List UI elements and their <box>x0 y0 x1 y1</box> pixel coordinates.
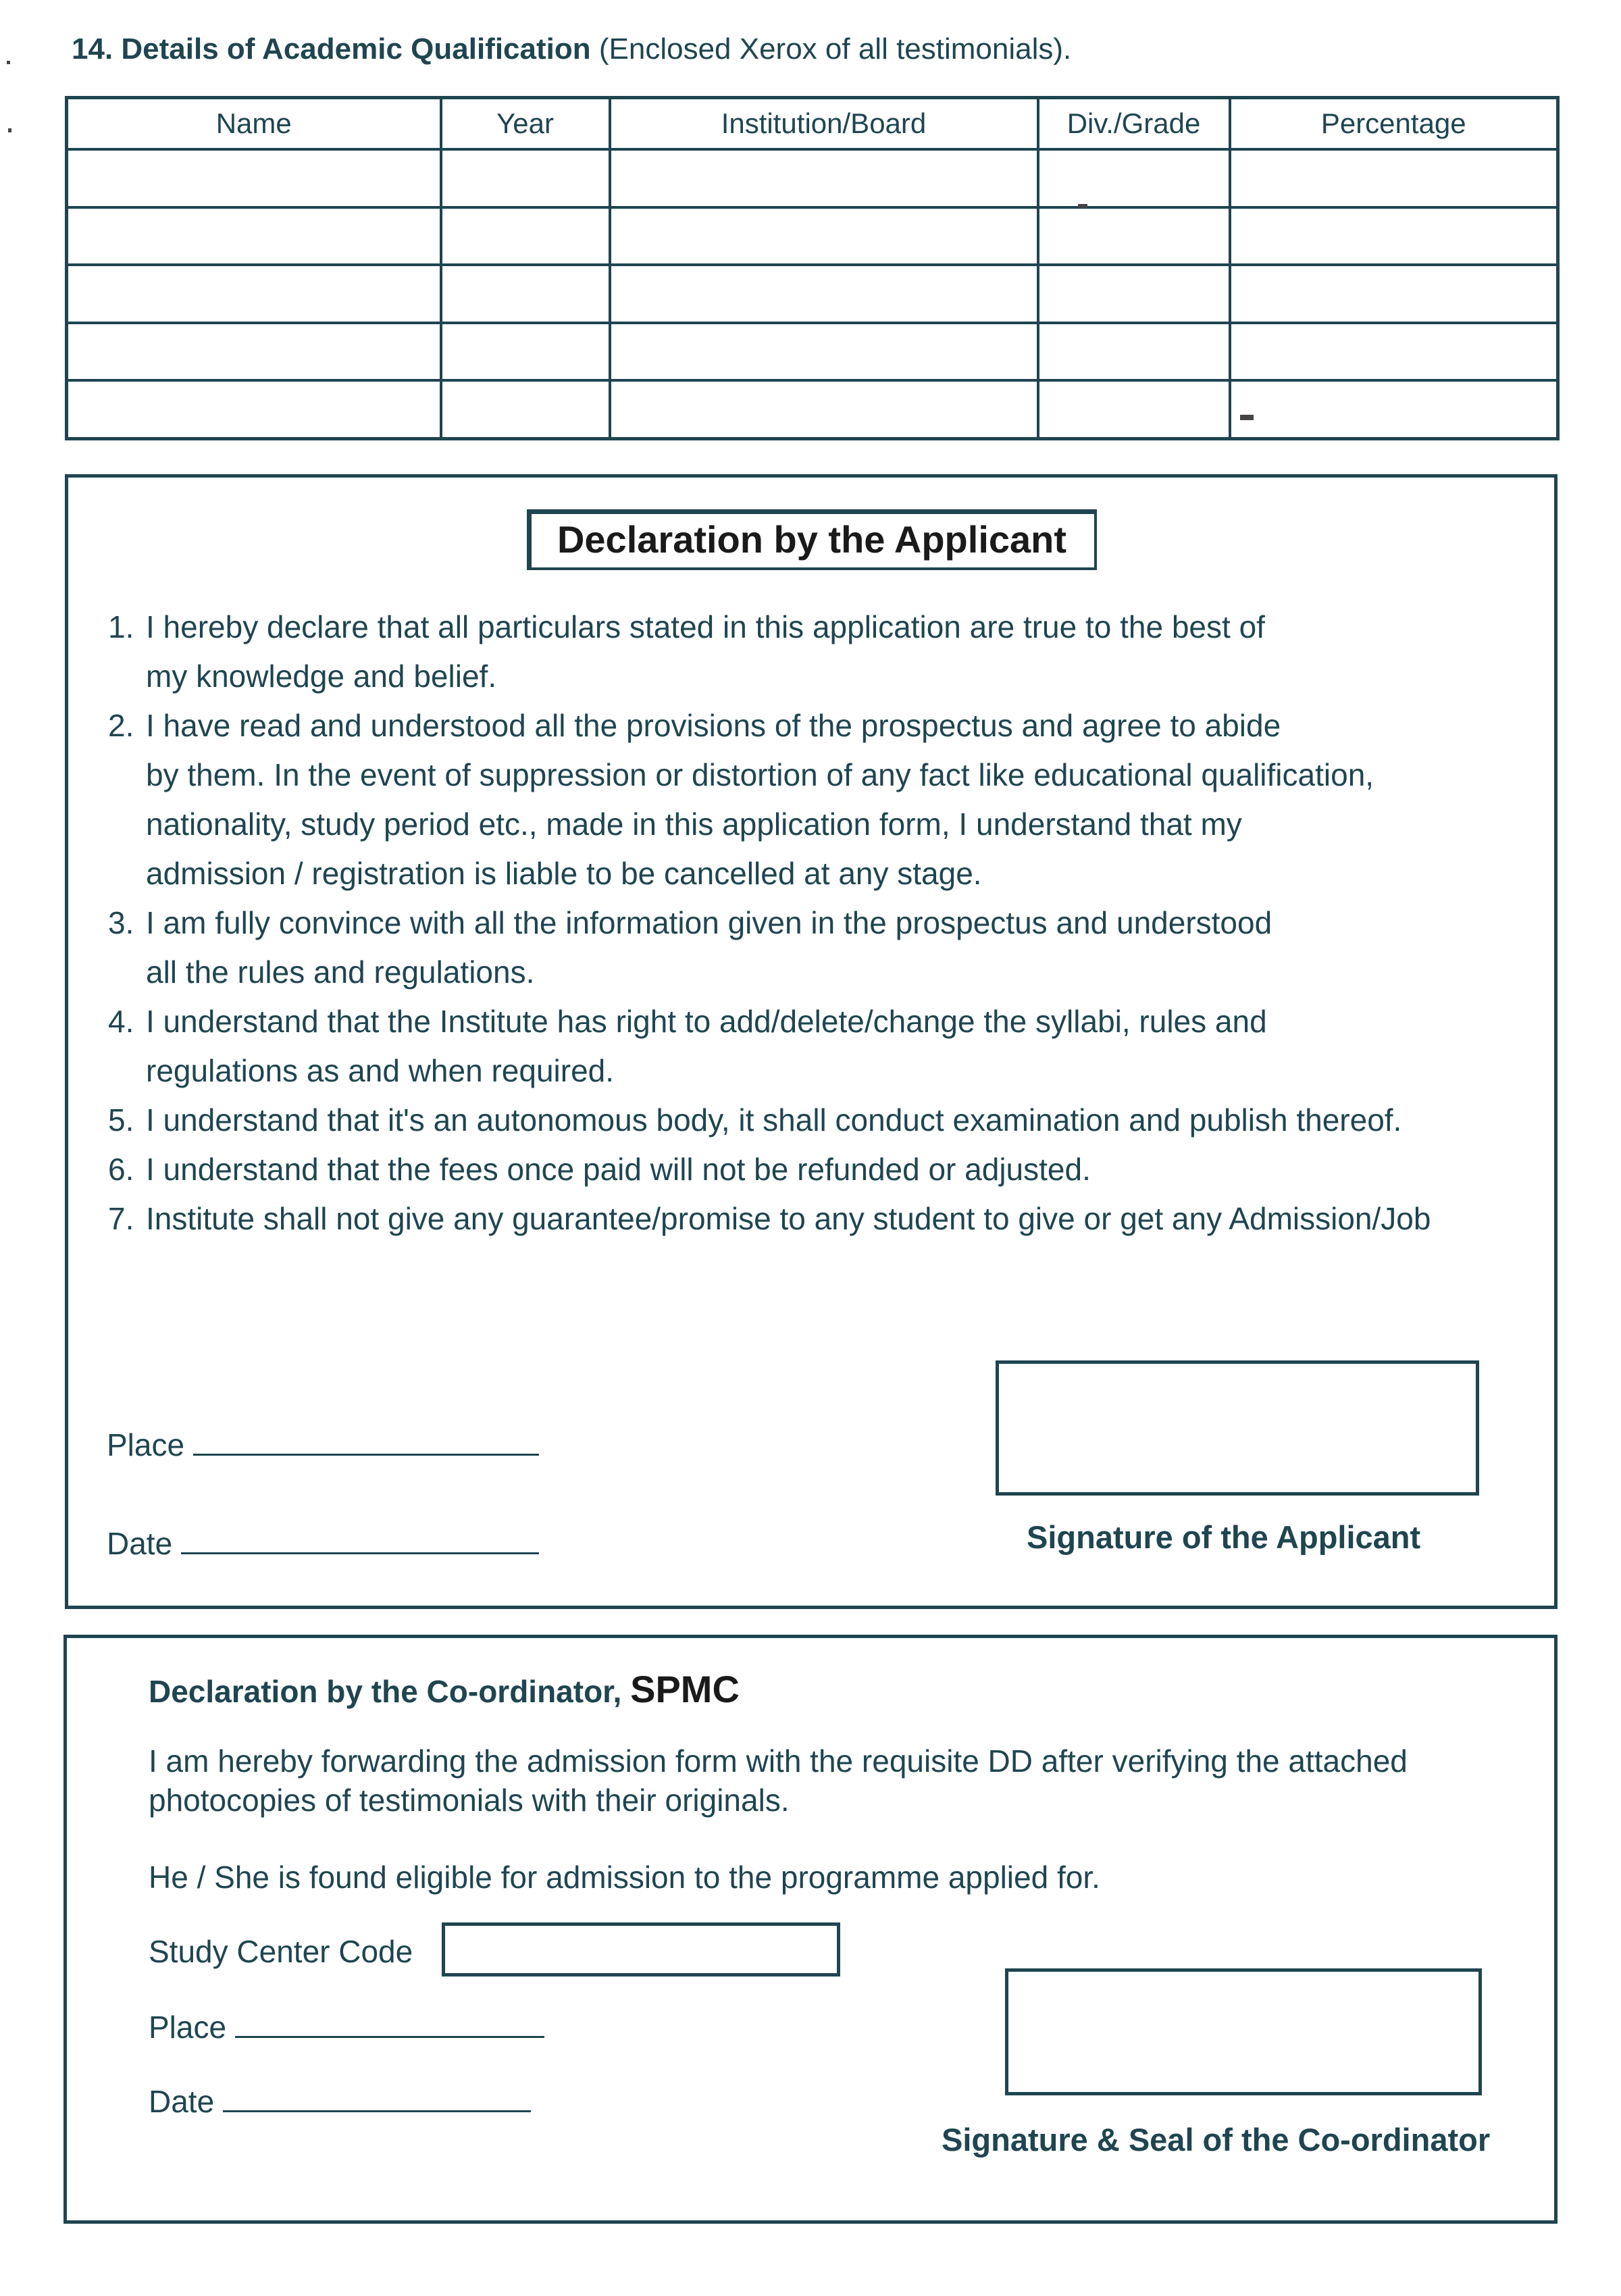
item-line: my knowledge and belief. <box>146 659 497 694</box>
place-input-line[interactable] <box>193 1454 539 1456</box>
date-label: Date <box>149 2084 215 2119</box>
cell-year[interactable] <box>441 265 610 323</box>
declaration-item <box>108 1145 1533 1194</box>
table-row <box>67 323 1558 381</box>
cell-institution[interactable] <box>610 323 1038 381</box>
table-row <box>67 207 1558 265</box>
place-label: Place <box>149 2010 227 2045</box>
declaration-item <box>108 1194 1533 1244</box>
declaration-item <box>108 898 1533 997</box>
declaration-item <box>108 1096 1533 1145</box>
scan-speck <box>8 128 11 132</box>
date-label: Date <box>107 1526 173 1561</box>
cell-year[interactable] <box>441 149 610 207</box>
cell-name[interactable] <box>67 323 441 381</box>
section-14-heading <box>72 32 1071 66</box>
item-line: I am fully convince with all the information given in the prospectus and understood <box>146 905 1272 940</box>
item-line: I understand that it's an autonomous body, it shall conduct examination and publish thereof. <box>146 1102 1402 1138</box>
cell-name[interactable] <box>67 207 441 265</box>
cell-grade[interactable] <box>1038 265 1230 323</box>
study-center-code-label: Study Center Code <box>149 1934 413 1969</box>
scan-speck <box>1078 204 1087 208</box>
table-row <box>67 265 1558 323</box>
applicant-signature-label: Signature of the Applicant <box>1027 1519 1421 1555</box>
place-label: Place <box>107 1427 185 1462</box>
coordinator-title-text: Declaration by the Co-ordinator, <box>149 1674 622 1709</box>
cell-grade[interactable] <box>1038 149 1230 207</box>
cell-percentage[interactable] <box>1230 380 1558 438</box>
item-number: 7. <box>108 1201 134 1236</box>
header-grade: Div./Grade <box>1038 98 1230 150</box>
item-line: admission / registration is liable to be cancelled at any stage. <box>146 856 982 891</box>
item-line: regulations as and when required. <box>146 1053 615 1088</box>
item-line: I hereby declare that all particulars stated in this application are true to the best of <box>146 609 1265 644</box>
coordinator-place-field <box>149 2009 544 2045</box>
item-number: 6. <box>108 1152 134 1187</box>
table-row <box>67 380 1558 438</box>
cell-institution[interactable] <box>610 207 1038 265</box>
cell-grade[interactable] <box>1038 380 1230 438</box>
table-row <box>67 149 1558 207</box>
cell-name[interactable] <box>67 149 441 207</box>
item-number: 4. <box>108 1004 134 1039</box>
date-input-line[interactable] <box>181 1552 539 1554</box>
coordinator-org: SPMC <box>630 1668 740 1710</box>
applicant-date-field <box>107 1525 539 1562</box>
cell-year[interactable] <box>441 207 610 265</box>
scan-speck <box>7 61 10 64</box>
declaration-item <box>108 997 1533 1096</box>
cell-institution[interactable] <box>610 265 1038 323</box>
item-line: I have read and understood all the provisions of the prospectus and agree to abide <box>146 708 1281 743</box>
section-note: (Enclosed Xerox of all testimonials). <box>598 32 1072 66</box>
header-year: Year <box>441 98 610 150</box>
item-line: all the rules and regulations. <box>146 954 535 990</box>
cell-year[interactable] <box>441 323 610 381</box>
cell-name[interactable] <box>67 265 441 323</box>
item-line: I understand that the Institute has right to add/delete/change the syllabi, rules and <box>146 1004 1267 1039</box>
section-number: 14. <box>72 32 113 66</box>
cell-year[interactable] <box>441 380 610 438</box>
table-header-row <box>67 98 1558 150</box>
item-line: nationality, study period etc., made in this application form, I understand that my <box>146 807 1242 842</box>
cell-institution[interactable] <box>610 149 1038 207</box>
item-line: by them. In the event of suppression or distortion of any fact like educational qualification, <box>146 757 1374 792</box>
qualification-table <box>65 96 1560 440</box>
cell-grade[interactable] <box>1038 323 1230 381</box>
cell-name[interactable] <box>67 380 441 438</box>
header-percentage: Percentage <box>1230 98 1558 150</box>
cell-percentage[interactable] <box>1230 207 1558 265</box>
item-line: I understand that the fees once paid will not be refunded or adjusted. <box>146 1152 1091 1187</box>
coordinator-signature-label: Signature & Seal of the Co-ordinator <box>942 2122 1491 2158</box>
cell-grade[interactable] <box>1038 207 1230 265</box>
item-number: 5. <box>108 1102 134 1138</box>
cell-percentage[interactable] <box>1230 149 1558 207</box>
applicant-place-field <box>107 1427 539 1463</box>
study-center-code-field[interactable] <box>442 1922 840 1976</box>
cell-institution[interactable] <box>610 380 1038 438</box>
item-line: Institute shall not give any guarantee/promise to any student to give or get any Admission/Job <box>146 1201 1431 1236</box>
header-name: Name <box>67 98 441 150</box>
section-title: Details of Academic Qualification <box>121 32 591 66</box>
scan-speck <box>1240 415 1254 420</box>
coordinator-declaration-title <box>149 1667 740 1711</box>
declaration-item <box>108 701 1533 898</box>
header-institution: Institution/Board <box>610 98 1038 150</box>
declaration-list <box>108 603 1533 1244</box>
coordinator-statement: I am hereby forwarding the admission form with the requisite DD after verifying the attached photocopies of testimonials with their originals. <box>149 1743 1408 1818</box>
cell-percentage[interactable] <box>1230 265 1558 323</box>
coordinator-date-field <box>149 2083 531 2120</box>
applicant-declaration-title: Declaration by the Applicant <box>527 509 1097 570</box>
cell-percentage[interactable] <box>1230 323 1558 381</box>
item-number: 1. <box>108 609 134 644</box>
applicant-signature-box[interactable] <box>996 1360 1479 1496</box>
date-input-line[interactable] <box>223 2110 531 2112</box>
place-input-line[interactable] <box>235 2036 544 2038</box>
coordinator-eligibility: He / She is found eligible for admission to the programme applied for. <box>149 1860 1100 1895</box>
declaration-item <box>108 603 1533 701</box>
coordinator-signature-box[interactable] <box>1005 1968 1482 2095</box>
item-number: 2. <box>108 708 134 743</box>
item-number: 3. <box>108 905 134 940</box>
